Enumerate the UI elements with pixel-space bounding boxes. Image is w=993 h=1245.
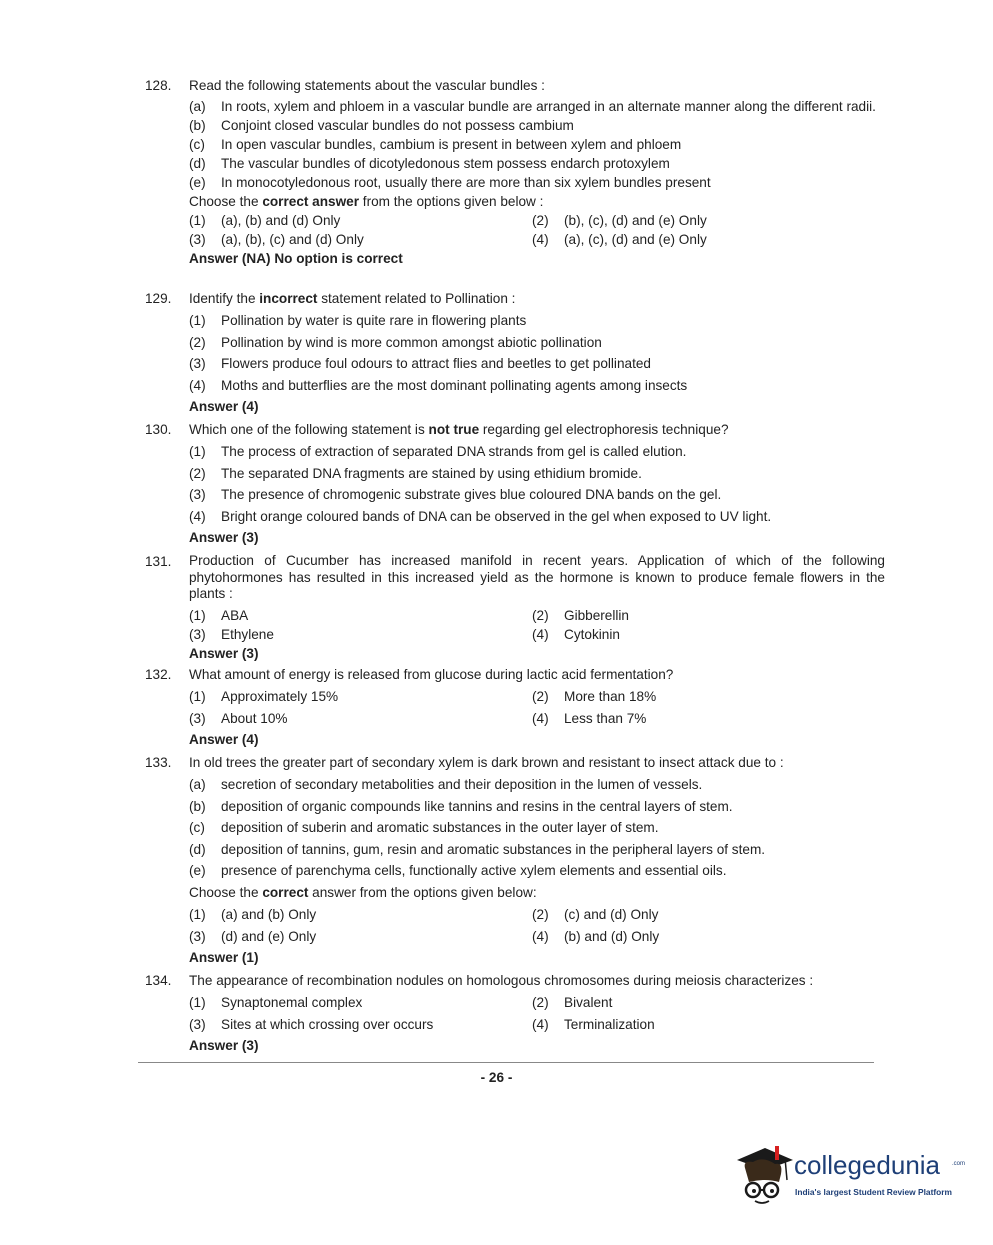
page-number: - 26 - — [480, 1070, 513, 1085]
answer: Answer (4) — [189, 399, 259, 415]
brand-tagline: India's largest Student Review Platform — [795, 1187, 952, 1197]
question-131 — [145, 553, 885, 662]
question-stem: Identify the incorrect statement related to Pollination : — [189, 291, 516, 306]
option: (2) The separated DNA fragments are stained by using ethidium bromide. — [189, 465, 642, 481]
option: (1) ABA — [189, 607, 249, 623]
option-row — [189, 994, 885, 1011]
statement-item: (c) In open vascular bundles, cambium is present in between xylem and phloem — [189, 137, 682, 152]
option-row — [189, 688, 885, 705]
statement-item: (b) Conjoint closed vascular bundles do not possess cambium — [189, 118, 574, 133]
answer: Answer (3) — [189, 1038, 259, 1054]
option-row — [189, 928, 885, 945]
option: (3) About 10% — [189, 710, 288, 726]
option: (3) Sites at which crossing over occurs — [189, 1016, 434, 1032]
answer: Answer (NA) No option is correct — [189, 251, 403, 266]
statement-item: (e) presence of parenchyma cells, functionally active xylem elements and essential oils. — [189, 863, 727, 879]
question-129 — [145, 290, 885, 415]
option: (2) More than 18% — [532, 689, 657, 704]
question-stem: Production of Cucumber has increased manifold in recent years. Application of which of the following phytohormones has resulted in this increased yield as the hormone is known to produce female flowers in the plants : — [189, 553, 885, 601]
option: (4) Bright orange coloured bands of DNA can be observed in the gel when exposed to UV light. — [189, 508, 772, 524]
question-stem: Read the following statements about the vascular bundles : — [189, 78, 545, 93]
option: (2) Bivalent — [532, 995, 613, 1010]
question-133 — [145, 754, 885, 966]
option: (1) (a), (b) and (d) Only — [189, 213, 341, 228]
option: (1) (a) and (b) Only — [189, 906, 317, 922]
choose-instruction: Choose the correct answer from the options given below : — [189, 194, 544, 209]
question-number: 133. — [145, 755, 172, 770]
option: (4) (a), (c), (d) and (e) Only — [532, 232, 707, 247]
option: (1) The process of extraction of separated DNA strands from gel is called elution. — [189, 444, 687, 459]
question-stem: What amount of energy is released from glucose during lactic acid fermentation? — [189, 667, 674, 682]
option-row — [189, 906, 885, 923]
statement-item: (e) In monocotyledonous root, usually there are more than six xylem bundles present — [189, 175, 711, 190]
option: (3) The presence of chromogenic substrate gives blue coloured DNA bands on the gel. — [189, 487, 722, 503]
question-number: 129. — [145, 291, 172, 306]
option-row — [189, 1016, 885, 1033]
collegedunia-mascot-icon — [735, 1138, 795, 1208]
brand-name: collegedunia — [794, 1150, 941, 1180]
option: (2) (c) and (d) Only — [532, 906, 659, 922]
question-stem: Which one of the following statement is not true regarding gel electrophoresis technique? — [189, 422, 729, 437]
question-number: 128. — [145, 78, 172, 93]
option: (2) Gibberellin — [532, 607, 629, 623]
option: (4) Moths and butterflies are the most dominant pollinating agents among insects — [189, 377, 688, 393]
option-row — [189, 231, 885, 248]
option: (3) (a), (b), (c) and (d) Only — [189, 232, 364, 247]
option: (1) Synaptonemal complex — [189, 995, 363, 1010]
option-row — [189, 626, 885, 643]
question-134 — [145, 972, 885, 1054]
option-row — [189, 607, 885, 624]
answer: Answer (1) — [189, 950, 259, 966]
option: (4) Cytokinin — [532, 626, 620, 642]
question-stem: In old trees the greater part of secondary xylem is dark brown and resistant to insect attack due to : — [189, 755, 784, 770]
statement-item: (a) In roots, xylem and phloem in a vascular bundle are arranged in an alternate manner along the different radii. — [189, 99, 876, 114]
option: (2) Pollination by wind is more common amongst abiotic pollination — [189, 334, 602, 350]
statement-item: (d) deposition of tannins, gum, resin and aromatic substances in the peripheral layers of stem. — [189, 841, 766, 857]
option-row — [189, 710, 885, 727]
question-number: 130. — [145, 422, 172, 437]
option: (3) Ethylene — [189, 626, 274, 642]
question-stem: The appearance of recombination nodules on homologous chromosomes during meiosis characterizes : — [189, 973, 814, 988]
brand-suffix: .com — [952, 1161, 966, 1167]
answer: Answer (3) — [189, 530, 259, 546]
statement-item: (c) deposition of suberin and aromatic substances in the outer layer of stem. — [189, 820, 659, 836]
question-number: 132. — [145, 667, 172, 682]
question-132 — [145, 666, 885, 748]
question-number: 131. — [145, 554, 172, 569]
option: (4) Terminalization — [532, 1016, 655, 1032]
option-row — [189, 212, 885, 229]
option: (1) Pollination by water is quite rare in flowering plants — [189, 313, 527, 328]
footer-divider — [138, 1062, 874, 1063]
statement-item: (b) deposition of organic compounds like tannins and resins in the central layers of stem. — [189, 798, 733, 814]
option: (1) Approximately 15% — [189, 689, 339, 704]
option: (3) (d) and (e) Only — [189, 928, 317, 944]
option: (4) Less than 7% — [532, 710, 647, 726]
option: (4) (b) and (d) Only — [532, 928, 660, 944]
question-130 — [145, 421, 885, 546]
option: (2) (b), (c), (d) and (e) Only — [532, 213, 707, 228]
option: (3) Flowers produce foul odours to attract flies and beetles to get pollinated — [189, 356, 651, 372]
answer: Answer (4) — [189, 732, 259, 748]
answer: Answer (3) — [189, 645, 259, 661]
choose-instruction: Choose the correct answer from the options given below: — [189, 884, 537, 900]
statement-item: (a) secretion of secondary metabolities and their deposition in the lumen of vessels. — [189, 777, 703, 792]
question-128 — [145, 77, 885, 267]
question-number: 134. — [145, 973, 172, 988]
statement-item: (d) The vascular bundles of dicotyledonous stem possess endarch protoxylem — [189, 156, 670, 171]
